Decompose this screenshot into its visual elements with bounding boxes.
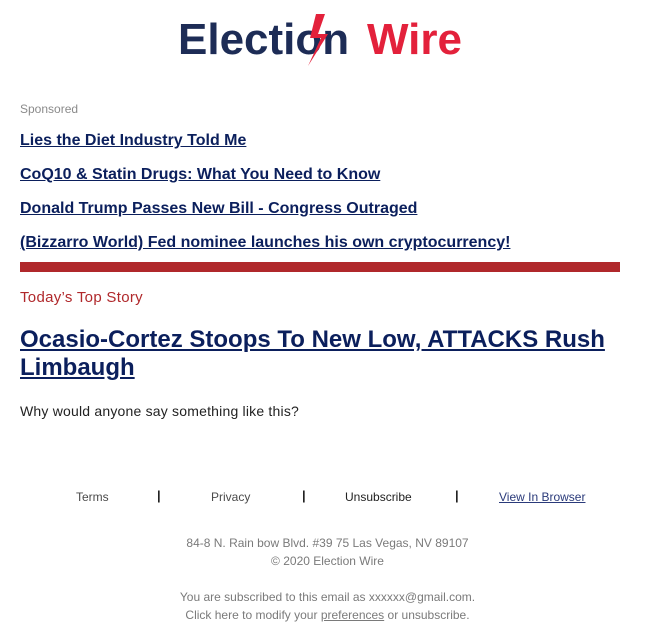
sponsored-link-1[interactable]: Lies the Diet Industry Told Me [20,132,247,149]
logo-text-wire: Wire [366,15,462,64]
modify-suffix: or unsubscribe. [384,608,470,622]
sponsored-link-3[interactable]: Donald Trump Passes New Bill - Congress Outraged [20,200,418,217]
subscription-notice: You are subscribed to this email as xxxxxx@gmail.com. [179,590,476,604]
sponsored-label: Sponsored [20,102,79,116]
footer-links [0,490,655,506]
sponsored-link-2[interactable]: CoQ10 & Statin Drugs: What You Need to Know [20,166,381,183]
header [0,8,655,78]
election-wire-logo[interactable] [178,8,478,70]
privacy-link[interactable]: Privacy [211,490,251,504]
modify-prefix: Click here to modify your [185,608,321,622]
copyright: © 2020 Election Wire [271,554,384,568]
view-in-browser-link[interactable]: View In Browser [499,490,586,504]
unsubscribe-link[interactable]: Unsubscribe [345,490,412,504]
sponsored-link-4[interactable]: (Bizzarro World) Fed nominee launches his own cryptocurrency! [20,234,511,251]
top-story-headline[interactable]: Ocasio-Cortez Stoops To New Low, ATTACKS Rush Limbaugh [20,326,605,381]
mailing-address: 84-8 N. Rain bow Blvd. #39 75 Las Vegas, NV 89107 [186,536,469,550]
footer-separator: | [302,488,306,503]
footer-separator: | [157,488,161,503]
modify-preferences-line [0,608,655,622]
top-story-teaser: Why would anyone say something like this? [20,403,300,419]
section-divider [20,262,620,272]
preferences-link[interactable]: preferences [320,608,385,622]
top-story-label: Today’s Top Story [20,289,143,306]
footer-separator: | [455,488,459,503]
terms-link[interactable]: Terms [76,490,109,504]
logo-text-election: Election [177,15,349,64]
